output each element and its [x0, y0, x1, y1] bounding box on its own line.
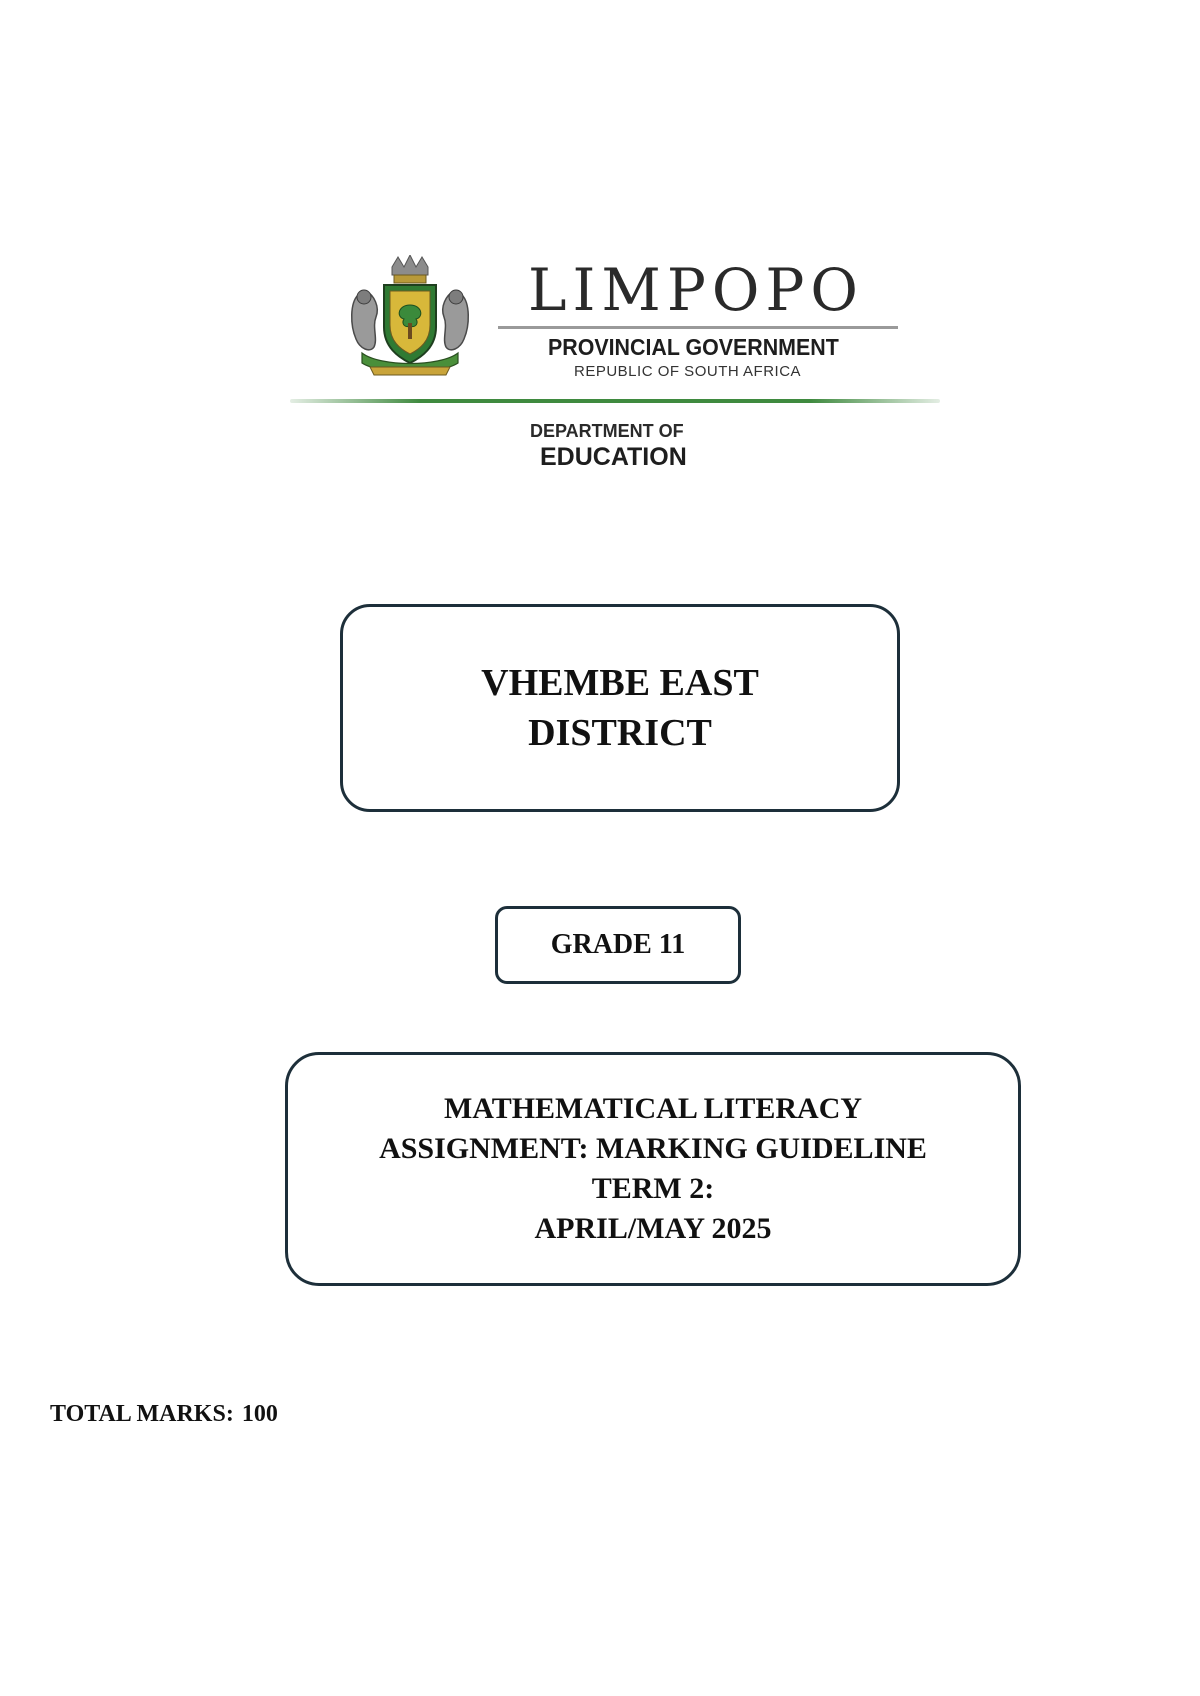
province-name: LIMPOPO: [528, 256, 864, 324]
green-divider: [290, 399, 940, 403]
grade-label: GRADE 11: [550, 929, 686, 960]
department-label: DEPARTMENT OF: [530, 421, 684, 441]
country-name: REPUBLIC OF SOUTH AFRICA: [574, 363, 802, 380]
district-box: [340, 604, 900, 812]
subject-line-4: APRIL/MAY 2025: [534, 1212, 772, 1245]
department-name: EDUCATION: [540, 443, 687, 471]
subject-box: [285, 1052, 1021, 1286]
subject-line-2: ASSIGNMENT: MARKING GUIDELINE: [379, 1132, 927, 1165]
title-divider: [498, 326, 898, 329]
total-marks: [50, 1402, 278, 1426]
coat-of-arms-icon: [340, 255, 480, 380]
district-line-2: DISTRICT: [528, 712, 712, 754]
subject-line-1: MATHEMATICAL LITERACY: [443, 1092, 863, 1125]
subject-line-3: TERM 2:: [591, 1172, 715, 1205]
government-name: PROVINCIAL GOVERNMENT: [548, 334, 839, 360]
district-line-1: VHEMBE EAST: [481, 662, 759, 704]
total-marks-value: 100: [241, 1401, 278, 1427]
letterhead: [290, 255, 950, 485]
total-marks-label: TOTAL MARKS:: [50, 1401, 234, 1427]
grade-box: [495, 906, 741, 984]
